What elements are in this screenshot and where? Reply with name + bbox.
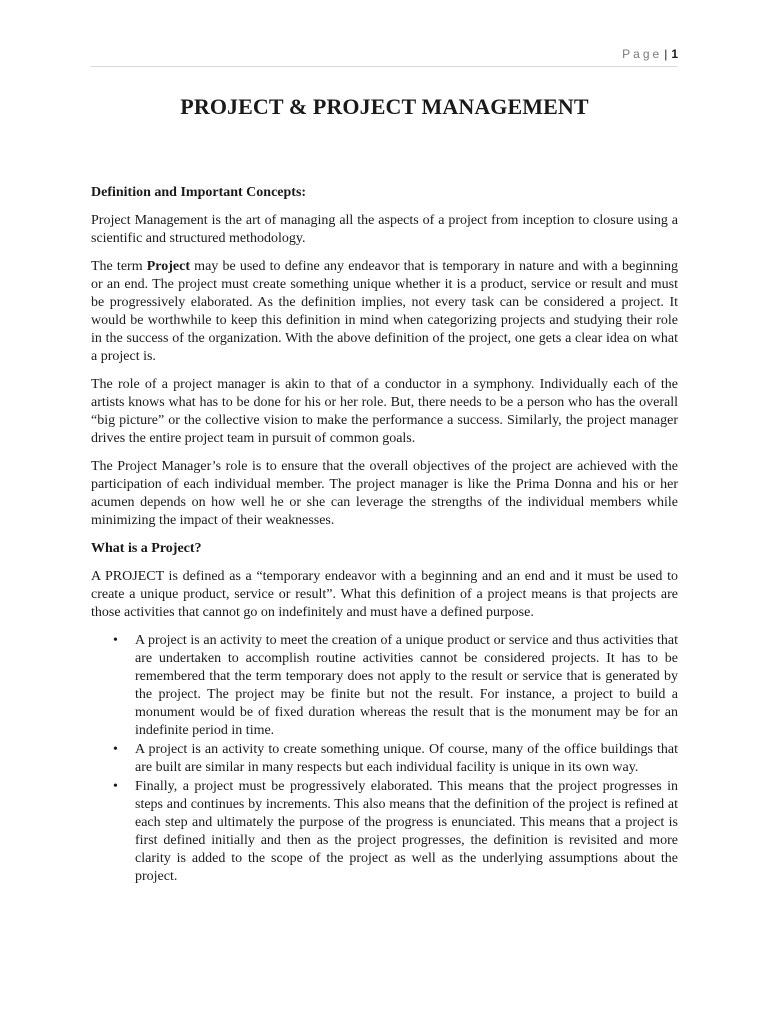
- document-body: [91, 92, 678, 887]
- page-number: 1: [671, 47, 678, 61]
- bullet-icon: •: [113, 633, 118, 648]
- document-title: PROJECT & PROJECT MANAGEMENT: [180, 94, 589, 119]
- paragraph-project-manager-objectives: The Project Manager’s role is to ensure that the overall objectives of the project are achieved with the participation of each individual member. The project manager is like the Prima Donna and his or her acumen depends on how well he or she can leverage the strengths of the individual members while minimizing the impact of their weaknesses.: [91, 459, 678, 528]
- bullet-icon: •: [113, 779, 118, 794]
- header-rule: [90, 66, 678, 67]
- paragraph-project-term: [91, 258, 678, 366]
- list-item: [113, 741, 678, 777]
- bullet-list: [91, 632, 678, 886]
- list-item: [113, 778, 678, 886]
- page-header: [622, 47, 678, 61]
- list-item-text: A project is an activity to meet the creation of a unique product or service and thus activities that are undertaken to accomplish routine activities cannot be considered projects. It has to be remembered that the term temporary does not apply to the result or service that is generated by the project. The project may be finite but not the result. For instance, a project to build a monument would be of fixed duration whereas the result that is the monument may be for an indefinite period in time.: [135, 633, 678, 738]
- list-item-text: Finally, a project must be progressively elaborated. This means that the project progresses in steps and continues by increments. This also means that the definition of the project is refined at each step and ultimately the purpose of the progress is enunciated. This means that a project is first defined initially and then as the project progresses, the definition is revisited and more clarity is added to the scope of the project as well as the underlying assumptions about the project.: [135, 779, 678, 884]
- paragraph-project-term-pre: The term: [91, 259, 147, 274]
- list-item-text: A project is an activity to create something unique. Of course, many of the office buildings that are built are similar in many respects but each individual facility is unique in its own way.: [135, 742, 678, 775]
- page-label: Page: [622, 47, 663, 61]
- page-separator: |: [664, 47, 668, 61]
- paragraph-intro: Project Management is the art of managing all the aspects of a project from inception to closure using a scientific and structured methodology.: [91, 213, 678, 246]
- paragraph-project-term-post: may be used to define any endeavor that is temporary in nature and with a beginning or an end. The project must create something unique whether it is a product, service or result and must be progressively elaborated. As the definition implies, not every task can be considered a project. It would be worthwhile to keep this definition in mind when categorizing projects and studying their role in the success of the organization. With the above definition of the project, one gets a clear idea on what a project is.: [91, 259, 678, 364]
- bullet-icon: •: [113, 742, 118, 757]
- section-heading-definition: Definition and Important Concepts:: [91, 185, 307, 200]
- list-item: [113, 632, 678, 740]
- section-heading-what-is-project: What is a Project?: [91, 541, 202, 556]
- paragraph-project-manager-role: The role of a project manager is akin to that of a conductor in a symphony. Individually each of the artists knows what has to be done for his or her role. But, there needs to be a person who has the overall “big picture” or the collective vision to make the performance a success. Similarly, the project manager drives the entire project team in pursuit of common goals.: [91, 377, 678, 446]
- paragraph-project-term-bold: Project: [146, 259, 191, 274]
- paragraph-project-definition: A PROJECT is defined as a “temporary endeavor with a beginning and an end and it must be used to create a unique product, service or result”. What this definition of a project means is that projects are those activities that cannot go on indefinitely and must have a defined purpose.: [91, 569, 678, 620]
